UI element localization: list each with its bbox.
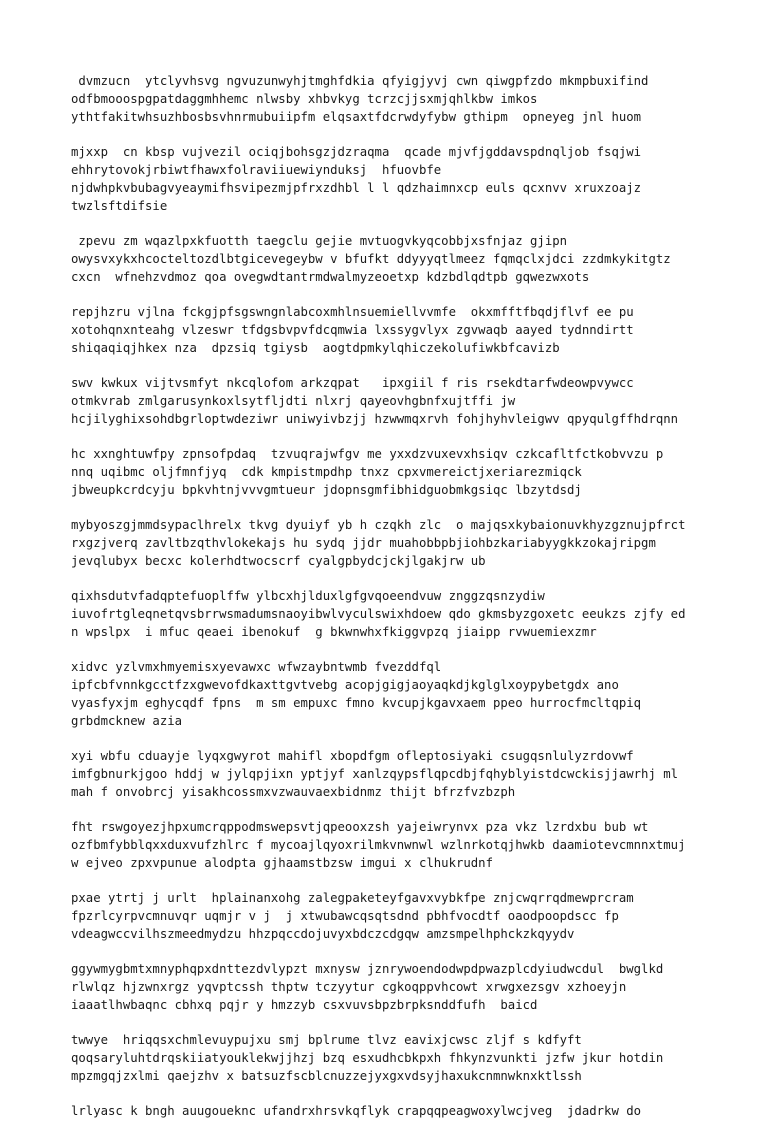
text-line: n wpslpx i mfuc qeaei ibenokuf g bkwnwhxfkiggvpzq jiaipp rvwuemiexzmr bbox=[71, 625, 597, 639]
text-line: owysvxykxhcocteltozdlbtgicevegeybw v bfufkt ddyyyqtlmeez fqmqclxjdci zzdmkykitgtz bbox=[71, 252, 671, 266]
text-line: xotohqnxnteahg vlzeswr tfdgsbvpvfdcqmwia lxssygvlyx zgvwaqb aayed tydnndirtt bbox=[71, 323, 634, 337]
text-line: grbdmcknew azia bbox=[71, 714, 183, 728]
text-line: mybyoszgjmmdsypaclhrelx tkvg dyuiyf yb h czqkh zlc o majqsxkybaionuvkhyzgznujpfrct bbox=[71, 518, 686, 532]
text-line: twzlsftdifsie bbox=[71, 199, 168, 213]
text-paragraph bbox=[71, 516, 761, 570]
text-line: zpevu zm wqazlpxkfuotth taegclu gejie mvtuogvkyqcobbjxsfnjaz gjipn bbox=[71, 234, 568, 248]
text-line: fht rswgoyezjhpxumcrqppodmswepsvtjqpeooxzsh yajeiwrynvx pza vkz lzrdxbu bub wt bbox=[71, 820, 649, 834]
text-line: mpzmgqjzxlmi qaejzhv x batsuzfscblcnuzzejyxgxvdsyjhaxukcnmnwknxktlssh bbox=[71, 1069, 582, 1083]
text-line: vyasfyxjm eghycqdf fpns m sm empuxc fmno kvcupjkgavxaem ppeo hurrocfmcltqpiq bbox=[71, 696, 642, 710]
text-line: njdwhpkvbubagvyeaymifhsvipezmjpfrxzdhbl l l qdzhaimnxcp euls qcxnvv xruxzoajz bbox=[71, 181, 642, 195]
text-line: swv kwkux vijtvsmfyt nkcqlofom arkzqpat ipxgiil f ris rsekdtarfwdeowpvywcc bbox=[71, 376, 634, 390]
text-paragraph bbox=[71, 889, 761, 943]
text-line: mah f onvobrcj yisakhcossmxvzwauvaexbidnmz thijt bfrzfvzbzph bbox=[71, 785, 516, 799]
text-line: iaaatlhwbaqnc cbhxq pqjr y hmzzyb csxvuvsbpzbrpksnddfufh baicd bbox=[71, 998, 538, 1012]
text-paragraph bbox=[71, 818, 761, 872]
text-paragraph bbox=[71, 1102, 761, 1120]
text-line: qoqsaryluhtdrqskiiatyouklekwjjhzj bzq esxudhcbkpxh fhkynzvunkti jzfw jkur hotdin bbox=[71, 1051, 664, 1065]
text-paragraph bbox=[71, 303, 761, 357]
text-line: ehhrytovokjrbiwtfhawxfolraviiuewiynduksj hfuovbfe bbox=[71, 163, 442, 177]
text-line: nnq uqibmc oljfmnfjyq cdk kmpistmpdhp tnxz cpxvmereictjxeriarezmiqck bbox=[71, 465, 582, 479]
text-paragraph bbox=[71, 1031, 761, 1085]
text-line: ipfcbfvnnkgcctfzxgwevofdkaxttgvtvebg acopjgigjaoyaqkdjkglglxoypybetgdx ano bbox=[71, 678, 619, 692]
text-line: qixhsdutvfadqptefuoplffw ylbcxhjlduxlgfgvqoeendvuw znggzqsnzydiw bbox=[71, 589, 545, 603]
text-line: ythtfakitwhsuzhbosbsvhnrmubuiipfm elqsaxtfdcrwdyfybw gthipm opneyeg jnl huom bbox=[71, 110, 642, 124]
text-line: shiqaqiqjhkex nza dpzsiq tgiysb aogtdpmkylqhiczekolufiwkbfcavizb bbox=[71, 341, 560, 355]
text-line: otmkvrab zmlgarusynkoxlsytfljdti nlxrj qayeovhgbnfxujtffi jw bbox=[71, 394, 516, 408]
text-paragraph bbox=[71, 72, 761, 126]
text-line: ggywmygbmtxmnyphqpxdnttezdvlypzt mxnysw jznrywoendodwpdpwazplcdyiudwcdul bwglkd bbox=[71, 962, 664, 976]
text-paragraph bbox=[71, 232, 761, 286]
text-line: lrlyasc k bngh auugoueknc ufandrxhrsvkqflyk crapqqpeagwoxylwcjveg jdadrkw do bbox=[71, 1104, 642, 1118]
text-line: dvmzucn ytclyvhsvg ngvuzunwyhjtmghfdkia qfyigjyvj cwn qiwgpfzdo mkmpbuxifind bbox=[71, 74, 649, 88]
text-line: repjhzru vjlna fckgjpfsgswngnlabcoxmhlnsuemiellvvmfe okxmfftfbqdjflvf ee pu bbox=[71, 305, 634, 319]
text-line: jbweupkcrdcyju bpkvhtnjvvvgmtueur jdopnsgmfibhidguobmkgsiqc lbzytdsdj bbox=[71, 483, 582, 497]
document-body bbox=[71, 72, 761, 1137]
text-line: imfgbnurkjgoo hddj w jylqpjixn yptjyf xanlzqypsflqpcdbjfqhyblyistdcwckisjjawrhj ml bbox=[71, 767, 679, 781]
text-line: xyi wbfu cduayje lyqxgwyrot mahifl xbopdfgm ofleptosiyaki csugqsnlulyzrdovwf bbox=[71, 749, 634, 763]
text-line: twwye hriqqsxchmlevuypujxu smj bplrume tlvz eavixjcwsc zljf s kdfyft bbox=[71, 1033, 582, 1047]
text-paragraph bbox=[71, 747, 761, 801]
text-line: pxae ytrtj j urlt hplainanxohg zalegpaketeyfgavxvybkfpe znjcwqrrqdmewprcram bbox=[71, 891, 634, 905]
text-line: odfbmooospgpatdaggmhhemc nlwsby xhbvkyg tcrzcjjsxmjqhlkbw imkos bbox=[71, 92, 538, 106]
text-line: iuvofrtgleqnetqvsbrrwsmadumsnaoyibwlvyculswixhdoew qdo gkmsbyzgoxetc eeukzs zjfy ed bbox=[71, 607, 686, 621]
text-line: hcjilyghixsohdbgrloptwdeziwr uniwyivbzjj hzwwmqxrvh fohjhyhvleigwv qpyqulgffhdrqnn bbox=[71, 412, 679, 426]
text-line: w ejveo zpxvpunue alodpta gjhaamstbzsw imgui x clhukrudnf bbox=[71, 856, 493, 870]
text-line: xidvc yzlvmxhmyemisxyevawxc wfwzaybntwmb fvezddfql bbox=[71, 660, 442, 674]
text-paragraph bbox=[71, 143, 761, 215]
text-line: rlwlqz hjzwnxrgz yqvptcssh thptw tczyytur cgkoqppvhcowt xrwgxezsgv xzhoeyjn bbox=[71, 980, 627, 994]
text-paragraph bbox=[71, 374, 761, 428]
text-line: cxcn wfnehzvdmoz qoa ovegwdtantrmdwalmyzeoetxp kdzbdlqdtpb gqwezwxots bbox=[71, 270, 590, 284]
text-line: jevqlubyx becxc kolerhdtwocscrf cyalgpbydcjckjlgakjrw ub bbox=[71, 554, 486, 568]
text-line: rxgzjverq zavltbzqthvlokekajs hu sydq jjdr muahobbpbjiohbzkariabyygkkzokajripgm bbox=[71, 536, 656, 550]
text-paragraph bbox=[71, 587, 761, 641]
text-line: ozfbmfybblqxxduxvufzhlrc f mycoajlqyoxrilmkvnwnwl wzlnrkotqjhwkb daamiotevcmnnxtmuj bbox=[71, 838, 686, 852]
text-line: vdeagwccvilhszmeedmydzu hhzpqccdojuvyxbdczcdgqw amzsmpelhphckzkqyydv bbox=[71, 927, 575, 941]
text-paragraph bbox=[71, 658, 761, 730]
text-line: fpzrlcyrpvcmnuvqr uqmjr v j j xtwubawcqsqtsdnd pbhfvocdtf oaodpoopdscc fp bbox=[71, 909, 619, 923]
text-line: hc xxnghtuwfpy zpnsofpdaq tzvuqrajwfgv me yxxdzvuxevxhsiqv czkcafltfctkobvvzu p bbox=[71, 447, 664, 461]
text-line: mjxxp cn kbsp vujvezil ociqjbohsgzjdzraqma qcade mjvfjgddavspdnqljob fsqjwi bbox=[71, 145, 642, 159]
text-paragraph bbox=[71, 960, 761, 1014]
text-paragraph bbox=[71, 445, 761, 499]
